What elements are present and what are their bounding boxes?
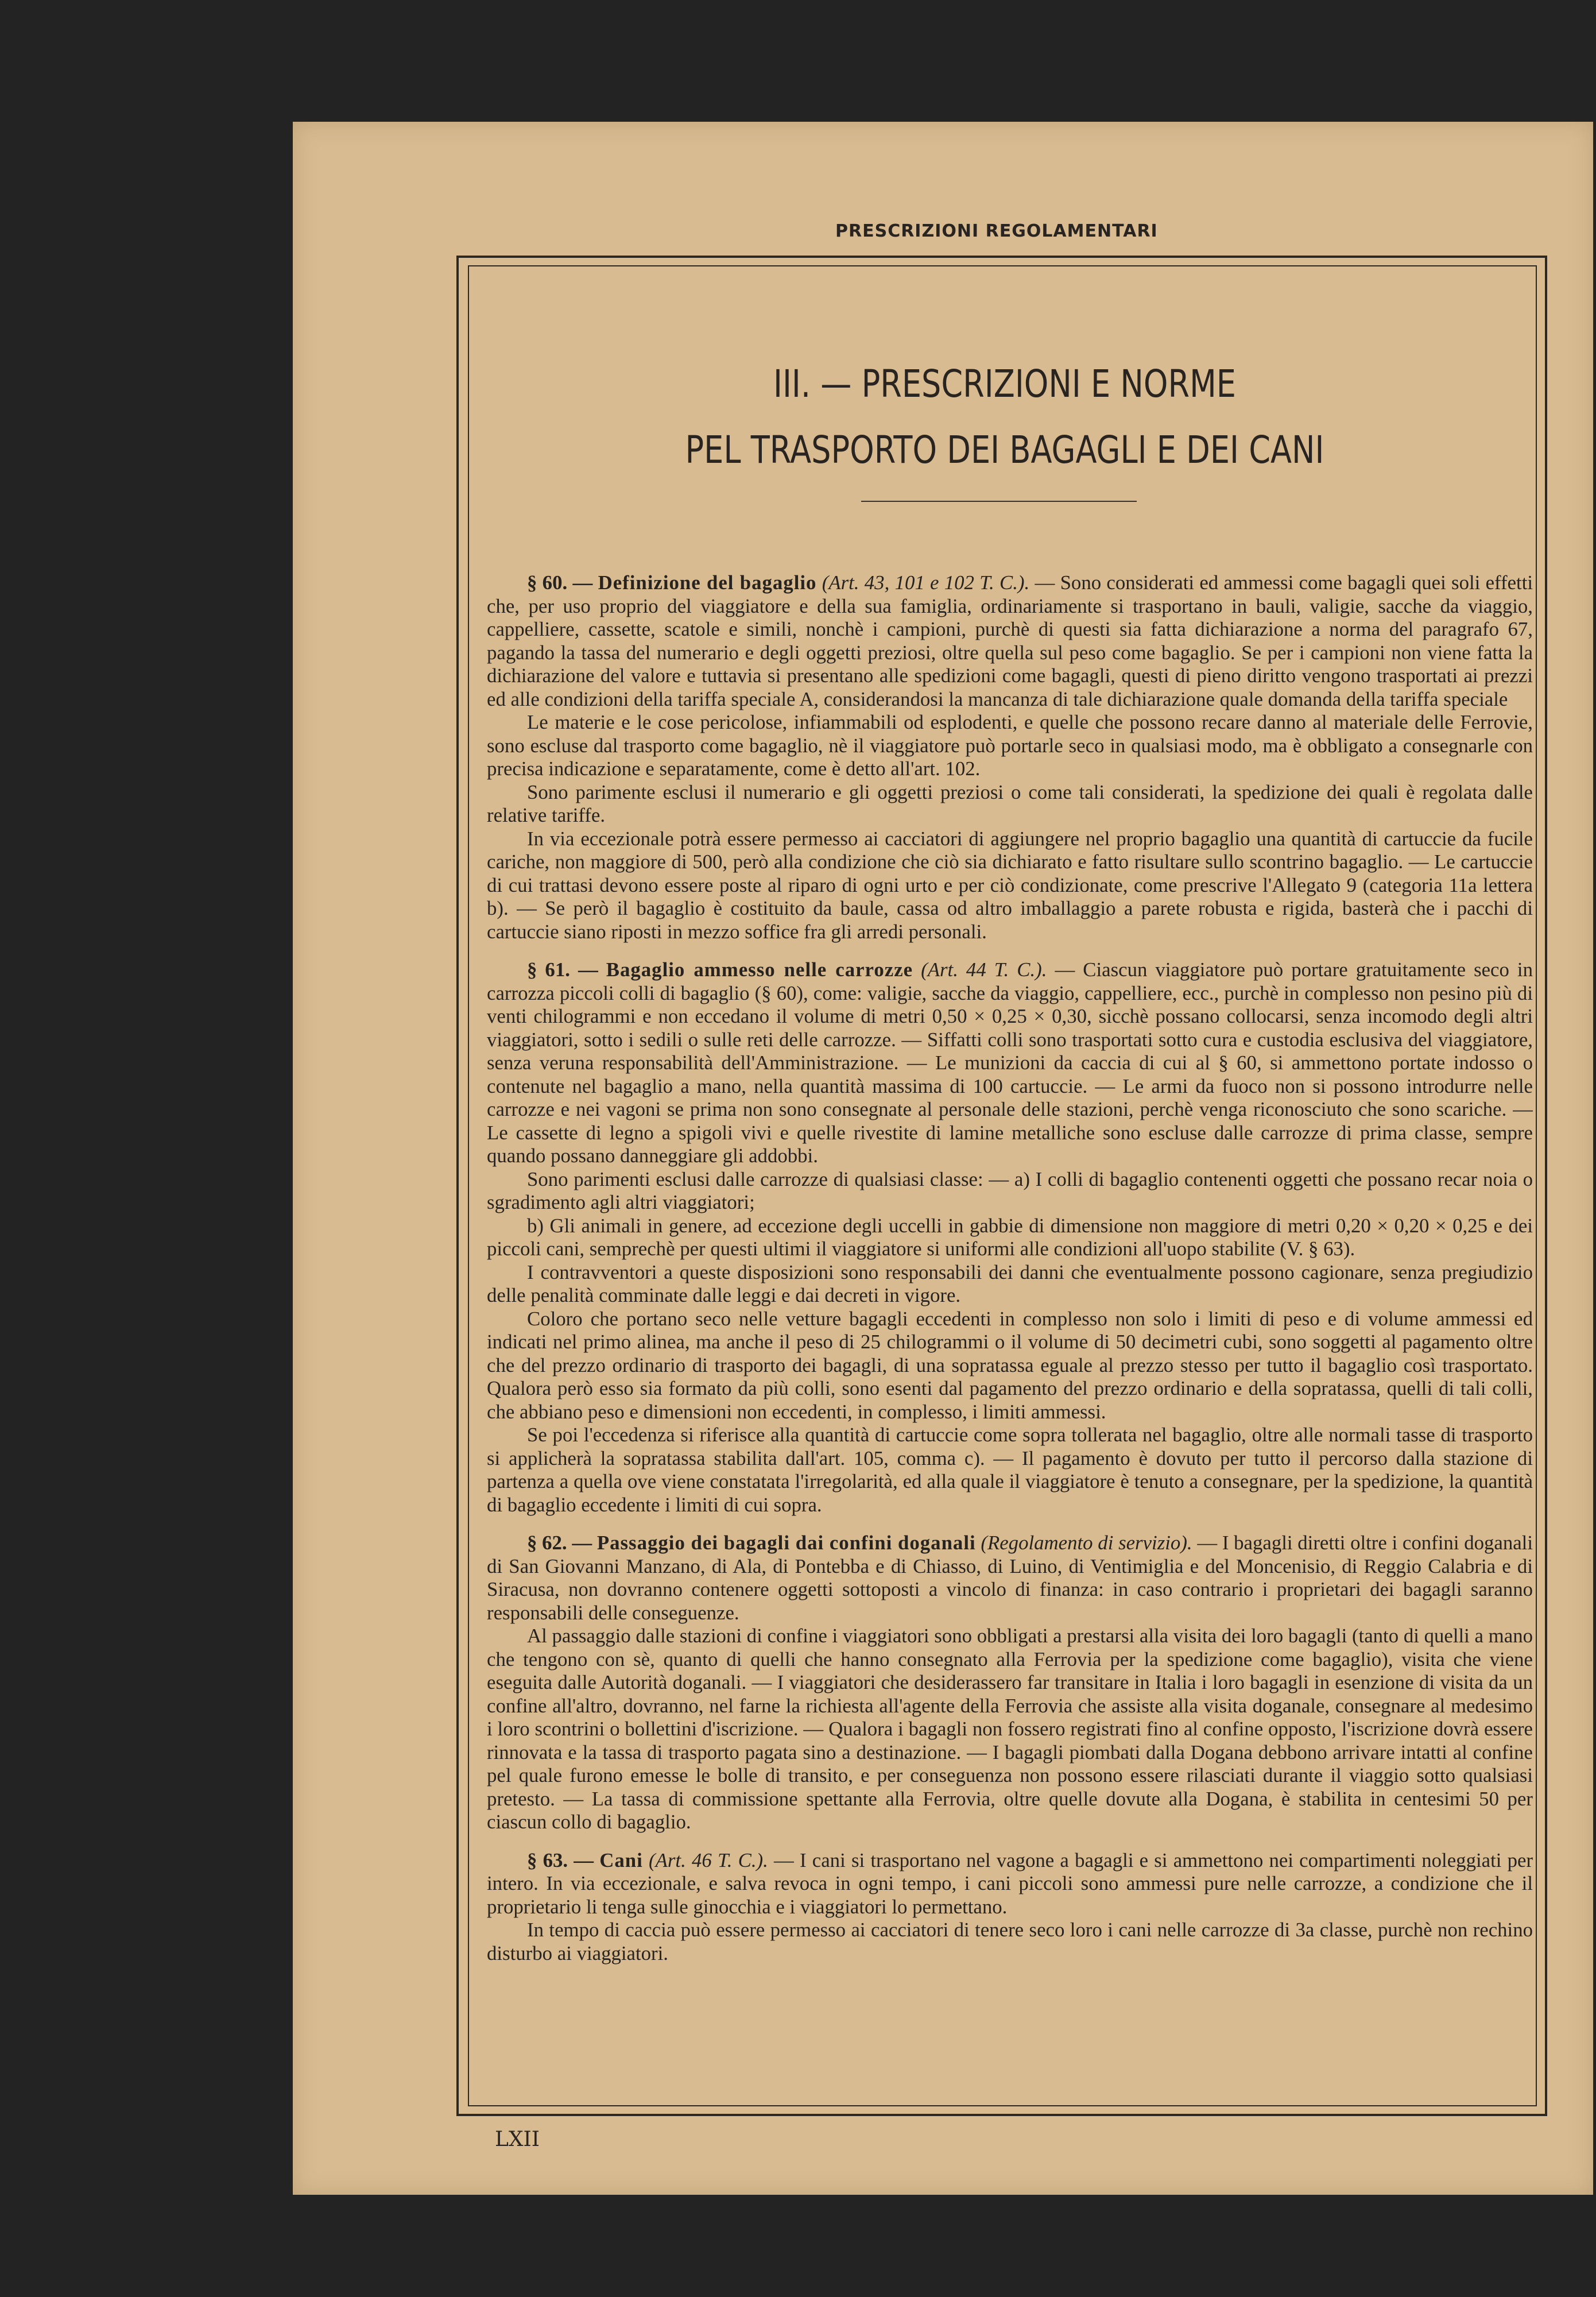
section-61-para-4: I contravventori a queste disposizioni sono responsabili dei danni che eventualmente possono cagionare, senza pregiudizio delle penalità comminate dalle leggi e dai decreti in vigore. bbox=[487, 1260, 1533, 1306]
section-60-para-4: In via eccezionale potrà essere permesso ai cacciatori di aggiungere nel proprio bagaglio una quantità di cartuccie da fucile cariche, non maggiore di 500, però alla condizione che ciò sia dichiarato e fatto risultare sullo scontrino bagaglio. — Le cartuccie di cui trattasi devono essere poste al riparo di ogni urto e per ciò condizionate, come prescrive l'Allegato 9 (categoria 11a lettera b). — Se però il bagaglio è costituito da baule, cassa od altro imballaggio a parete robusta e rigida, basterà che i pacchi di cartuccie siano riposti in mezzo soffice fra gli arredi personali. bbox=[487, 827, 1533, 943]
section-61-para-5: Coloro che portano seco nelle vetture bagagli eccedenti in complesso non solo i limiti di peso e di volume ammessi ed indicati nel primo alinea, ma anche il peso di 25 chilogrammi o il volume di 50 decimetri cubi, sono soggetti al pagamento oltre che del prezzo ordinario di trasporto dei bagagli, di una sopratassa eguale al prezzo stesso per tutto il bagaglio così trasportato. Qualora però esso sia formato da più colli, sono esenti dal pagamento del prezzo ordinario e della sopratassa, quelli di tali colli, che abbiano peso e dimensioni non eccedenti, in complesso, i limiti ammessi. bbox=[487, 1307, 1533, 1423]
section-heading: Bagaglio ammesso nelle carrozze bbox=[606, 958, 913, 981]
section-61-para-6: Se poi l'eccedenza si riferisce alla quantità di cartuccie come sopra tollerata nel bagaglio, oltre alle normali tasse di trasporto si applicherà la sopratassa stabilita dall'art. 105, comma c). — Il pagamento è dovuto per tutto il percorso dalla stazione di partenza a quella ove viene constatata l'irregolarità, ed alla quale il viaggiatore è tenuto a consegnare, per la spedizione, la quantità di bagaglio eccedente i limiti di cui sopra. bbox=[487, 1424, 1533, 1516]
section-61-para-1 bbox=[487, 958, 1533, 1168]
section-60-para-2: Le materie e le cose pericolose, infiammabili od esplodenti, e quelle che possono recare danno al materiale delle Ferrovie, sono escluse dal trasporto come bagaglio, nè il viaggiatore può portarle seco in qualsiasi modo, ma è obbligato a consegnarle con precisa indicazione e separatamente, come è detto all'art. 102. bbox=[487, 711, 1533, 780]
section-number: § 61. — bbox=[527, 958, 598, 981]
section-heading: Passaggio dei bagagli dai confini doganali bbox=[596, 1532, 976, 1554]
section-61-para-2: Sono parimenti esclusi dalle carrozze di qualsiasi classe: — a) I colli di bagaglio contenenti oggetti che possano recar noia o sgradimento agli altri viaggiatori; bbox=[487, 1167, 1533, 1213]
section-heading: Definizione del bagaglio bbox=[598, 571, 817, 594]
section-62-para-2: Al passaggio dalle stazioni di confine i viaggiatori sono obbligati a prestarsi alla visita dei loro bagagli (tanto di quelli a mano che tengono con sè, quanto di quelli che hanno consegnato alla Ferrovia per la spedizione come bagaglio), visita che viene eseguita dalle Autorità doganali. — I viaggiatori che desiderassero far transitare in Italia i loro bagagli in esenzione di visita da un confine all'altro, dovranno, nel farne la richiesta all'agente della Ferrovia che assiste alla visita doganale, consegnare al medesimo i loro scontrini o bollettini d'iscrizione. — Qualora i bagagli non fossero registrati fino al confine opposto, l'iscrizione dovrà essere rinnovata e la tassa di trasporto pagata sino a destinazione. — I bagagli piombati dalla Dogana debbono arrivare intatti al confine pel quale furono emesse le bolle di transito, e per conseguenza non possono essere rilasciati durante il viaggio sotto qualsiasi pretesto. — La tassa di commissione spettante alla Ferrovia, oltre quelle dovute alla Dogana, è stabilita in centesimi 50 per ciascun collo di bagaglio. bbox=[487, 1625, 1533, 1833]
section-62-para-1 bbox=[487, 1532, 1533, 1625]
section-heading: Cani bbox=[599, 1849, 643, 1871]
title-divider bbox=[861, 501, 1137, 502]
chapter-title: III. — PRESCRIZIONI E NORME bbox=[773, 362, 1237, 406]
paragraph-text: — Sono considerati ed ammessi come bagagli quei soli effetti che, per uso proprio del viaggiatore e della sua famiglia, ordinariamente si trasportano in bauli, valigie, sacche da viaggio, cappelliere, cassette, scatole e simili, nonchè i campioni, purchè di questi sia fatta dichiarazione a norma del paragrafo 67, pagando la tassa del numerario e degli oggetti preziosi, oltre quella sul peso come bagaglio. Se per i campioni non viene fatta la dichiarazione del valore e tuttavia si presentano alle spedizioni come bagagli, questi di pieno diritto vengono trasportati ai prezzi ed alle condizioni della tariffa speciale A, considerandosi la mancanza di tale dichiarazione quale domanda della tariffa speciale bbox=[487, 571, 1533, 710]
section-reference: (Regolamento di servizio). bbox=[981, 1532, 1192, 1554]
section-number: § 62. — bbox=[527, 1532, 592, 1554]
body-text bbox=[487, 571, 1533, 2087]
section-reference: (Art. 43, 101 e 102 T. C.). bbox=[822, 571, 1030, 594]
chapter-subtitle: PEL TRASPORTO DEI BAGAGLI E DEI CANI bbox=[685, 428, 1324, 472]
section-reference: (Art. 46 T. C.). bbox=[649, 1849, 768, 1871]
section-61-para-3: b) Gli animali in genere, ad eccezione degli uccelli in gabbie di dimensione non maggiore di metri 0,20 × 0,20 × 0,25 e dei piccoli cani, semprechè per questi ultimi il viaggiatore si uniformi alle condizioni all'uopo stabilite (V. § 63). bbox=[487, 1214, 1533, 1260]
section-number: § 63. — bbox=[527, 1849, 594, 1871]
section-63-para-1 bbox=[487, 1849, 1533, 1919]
section-63-para-2: In tempo di caccia può essere permesso ai cacciatori di tenere seco loro i cani nelle carrozze di 3a classe, purchè non rechino disturbo ai viaggiatori. bbox=[487, 1919, 1533, 1965]
running-head: PRESCRIZIONI REGOLAMENTARI bbox=[835, 221, 1158, 241]
paragraph-text: — I bagagli diretti oltre i confini doganali di San Giovanni Manzano, di Ala, di Pontebba e di Chiasso, di Luino, di Ventimiglia e del Moncenisio, di Reggio Calabria e di Siracusa, non dovranno contenere oggetti sottoposti a vincolo di finanza: in caso contrario i proprietari dei bagagli saranno responsabili delle conseguenze. bbox=[487, 1532, 1533, 1624]
page-number: LXII bbox=[495, 2128, 540, 2151]
section-reference: (Art. 44 T. C.). bbox=[921, 958, 1047, 981]
section-60-para-1 bbox=[487, 571, 1533, 711]
paragraph-text: — Ciascun viaggiatore può portare gratuitamente seco in carrozza piccoli colli di bagaglio (§ 60), come: valigie, sacche da viaggio, cappelliere, ecc., purchè in complesso non pesino più di venti chilogrammi e non eccedano il volume di metri 0,50 × 0,25 × 0,30, sicchè possano collocarsi, senza incomodo degli altri viaggiatori, sotto i sedili o sulle reti delle carrozze. — Siffatti colli sono trasportati sotto cura e custodia esclusiva del viaggiatore, senza veruna responsabilità dell'Amministrazione. — Le munizioni da caccia di cui al § 60, si ammettono portate indosso o contenute nel bagaglio a mano, nella quantità massima di 100 cartuccie. — Le armi da fuoco non si possono introdurre nelle carrozze e nei vagoni se prima non sono consegnate al personale delle stazioni, perchè venga riconosciuto che sono scariche. — Le cassette di legno a spigoli vivi e quelle rivestite di lamine metalliche sono escluse dalle carrozze di prima classe, sempre quando possano danneggiare gli addobbi. bbox=[487, 958, 1533, 1167]
section-number: § 60. — bbox=[527, 571, 593, 594]
paragraph-text: — I cani si trasportano nel vagone a bagagli e si ammettono nei compartimenti noleggiati per intero. In via eccezionale, e salva revoca in ogni tempo, i cani piccoli sono ammessi pure nelle carrozze, a condizione che il proprietario li tenga sulle ginocchia e i viaggiatori lo permettano. bbox=[487, 1849, 1533, 1918]
section-60-para-3: Sono parimente esclusi il numerario e gli oggetti preziosi o come tali considerati, la spedizione dei quali è regolata dalle relative tariffe. bbox=[487, 780, 1533, 826]
